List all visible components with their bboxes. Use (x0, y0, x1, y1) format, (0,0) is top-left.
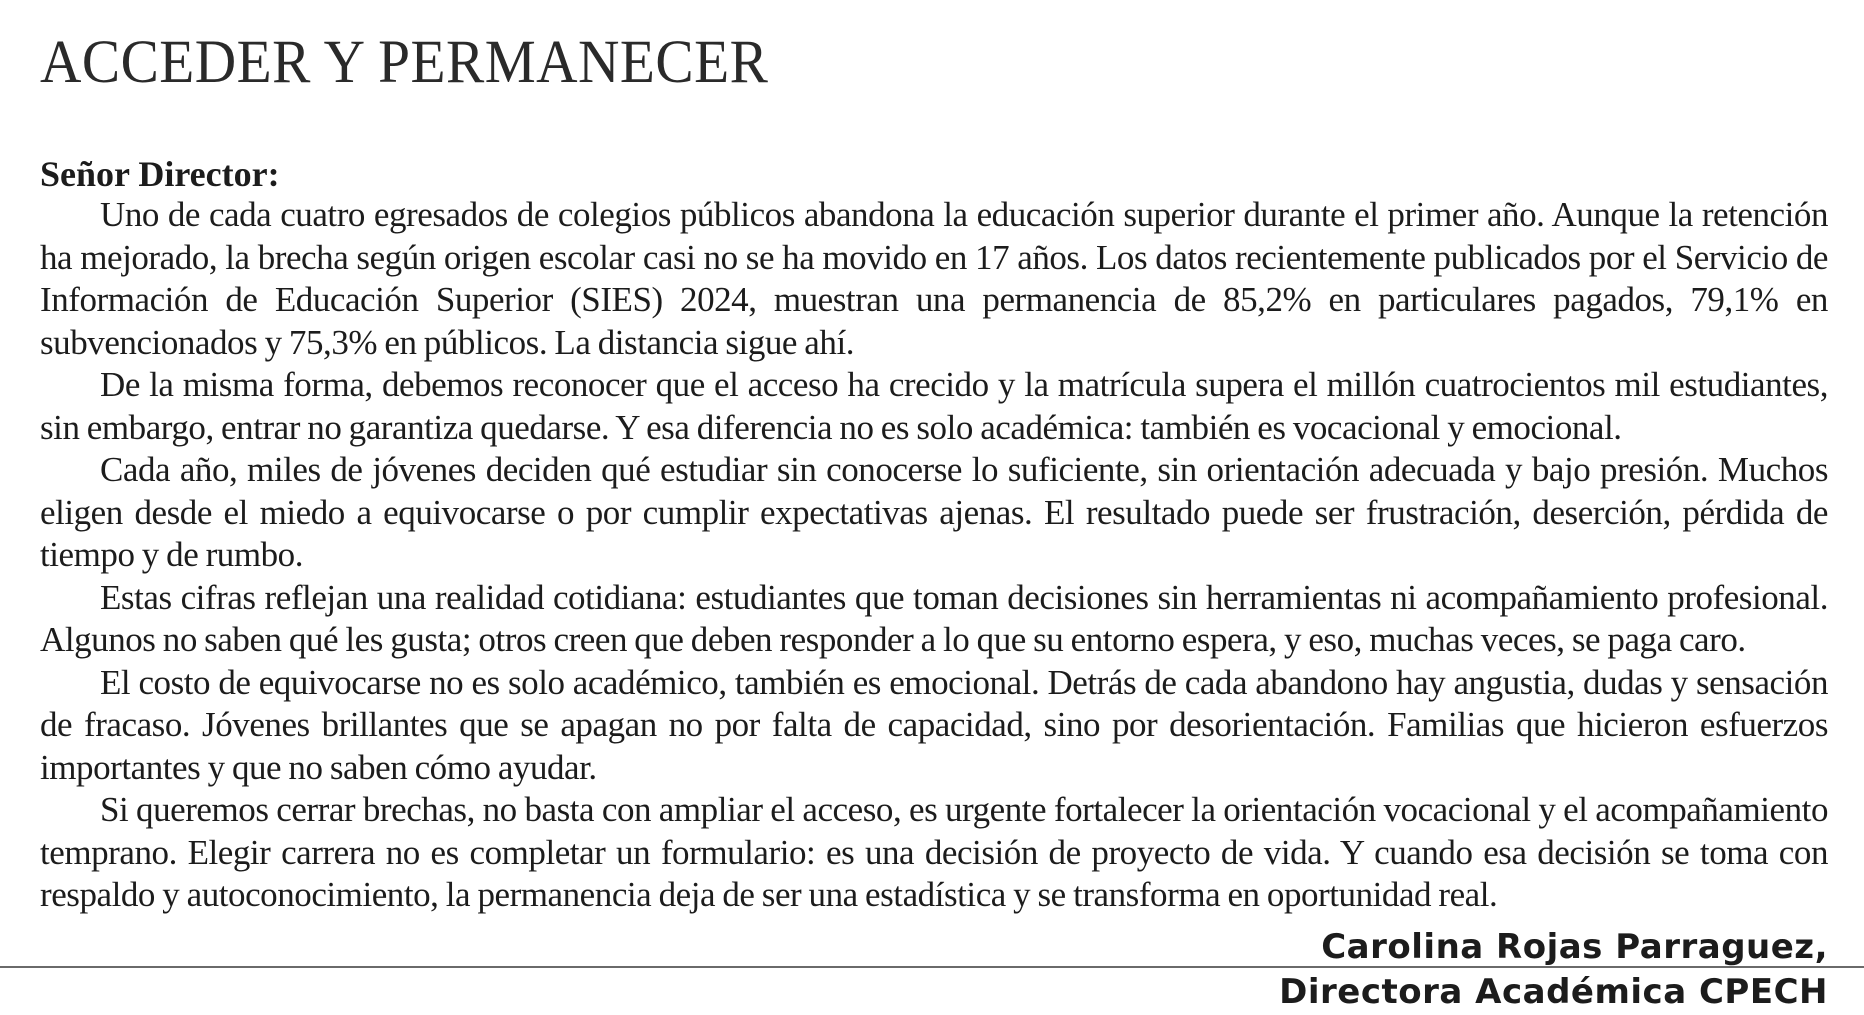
paragraph: De la misma forma, debemos reconocer que el acceso ha crecido y la matrícula supera el millón cuatrocientos mil estudiantes, sin embargo, entrar no garantiza quedarse. Y esa diferencia no es solo académica: también es vocacional y emocional. (40, 365, 1828, 447)
signature-block (40, 925, 1828, 1015)
letter-article (40, 28, 1828, 1015)
paragraph: Estas cifras reflejan una realidad cotidiana: estudiantes que toman decisiones sin herramientas ni acompañamiento profesional. Algunos no saben qué les gusta; otros creen que deben responder a lo que su entorno espera, y eso, muchas veces, se paga caro. (40, 577, 1828, 659)
salutation: Señor Director: (40, 154, 280, 194)
paragraph: Cada año, miles de jóvenes deciden qué estudiar sin conocerse lo suficiente, sin orientación adecuada y bajo presión. Muchos eligen desde el miedo a equivocarse o por cumplir expectativas ajenas. El resultado puede ser frustración, deserción, pérdida de tiempo y de rumbo. (40, 450, 1828, 574)
signature-title: Directora Académica CPECH (1279, 971, 1828, 1012)
signature-name: Carolina Rojas Parraguez, (1321, 926, 1828, 967)
letter-body (40, 194, 1828, 917)
paragraph: Uno de cada cuatro egresados de colegios públicos abandona la educación superior durante el primer año. Aunque la retención ha mejorado, la brecha según origen escolar casi no se ha movido en 17 años. Los datos recientemente publicados por el Servicio de Información de Educación Superior (SIES) 2024, muestran una permanencia de 85,2% en particulares pagados, 79,1% en subvencionados y 75,3% en públicos. La distancia sigue ahí. (40, 195, 1828, 362)
paragraph: Si queremos cerrar brechas, no basta con ampliar el acceso, es urgente fortalecer la orientación vocacional y el acompañamiento temprano. Elegir carrera no es completar un formulario: es una decisión de proyecto de vida. Y cuando esa decisión se toma con respaldo y autoconocimiento, la permanencia deja de ser una estadística y se transforma en oportunidad real. (40, 790, 1828, 914)
paragraph: El costo de equivocarse no es solo académico, también es emocional. Detrás de cada abandono hay angustia, dudas y sensación de fracaso. Jóvenes brillantes que se apagan no por falta de capacidad, sino por desorientación. Familias que hicieron esfuerzos importantes y que no saben cómo ayudar. (40, 662, 1828, 787)
headline: ACCEDER Y PERMANECER (40, 29, 769, 96)
